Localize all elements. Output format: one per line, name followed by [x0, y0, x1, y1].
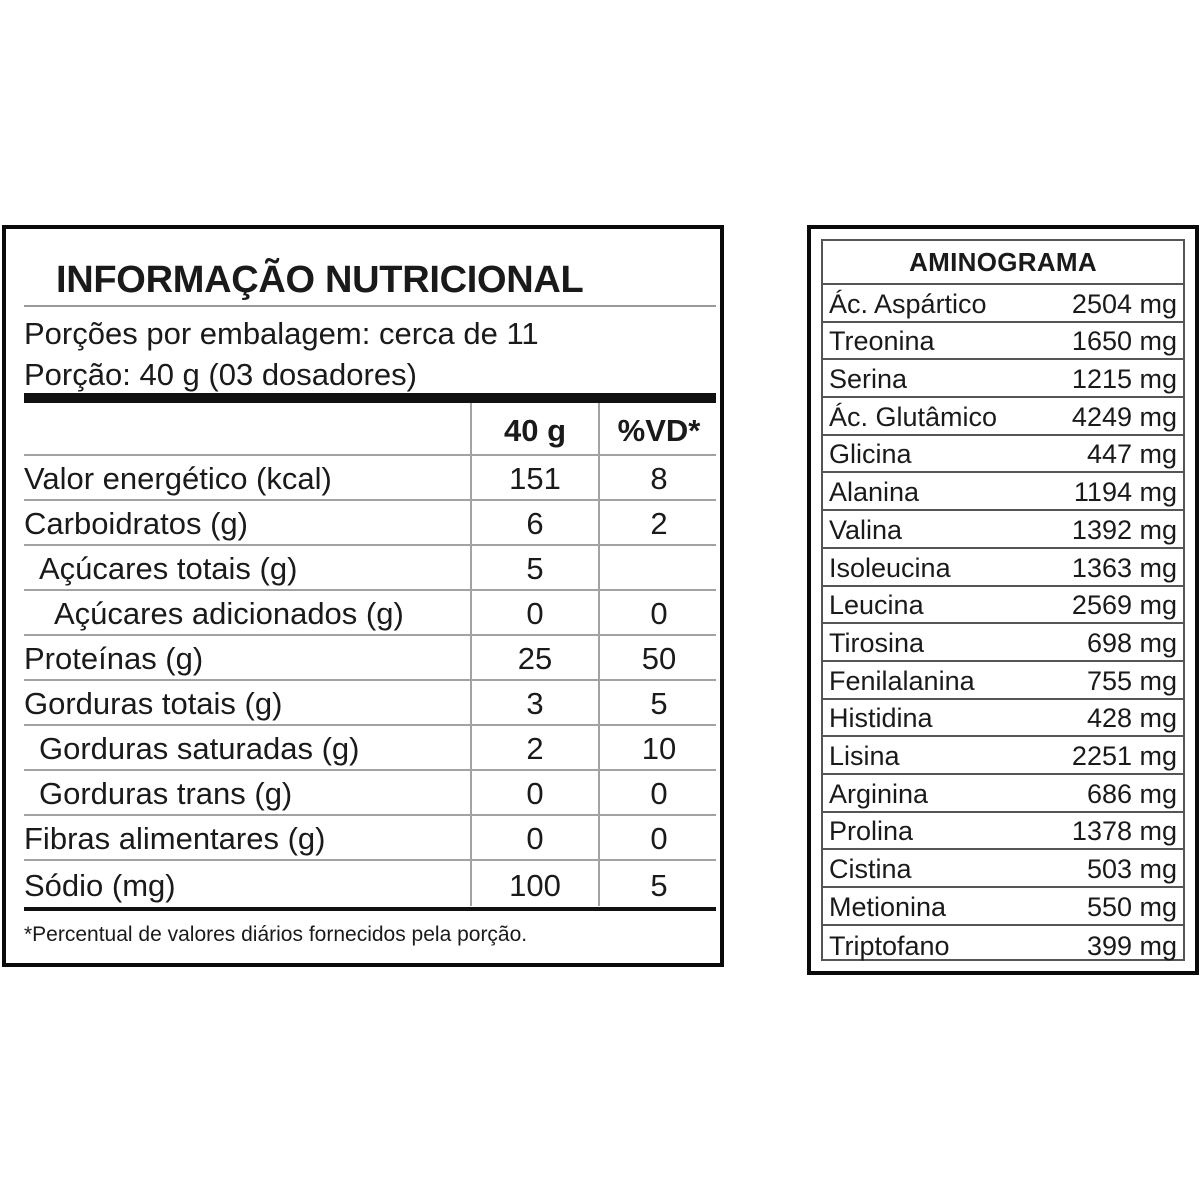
nutrient-vd	[598, 546, 718, 589]
nutrient-name: Gorduras trans (g)	[39, 776, 293, 811]
nutrient-qty: 100	[470, 861, 598, 906]
header-name	[24, 403, 468, 454]
amino-value: 399 mg	[1086, 931, 1177, 962]
amino-value: 2569 mg	[1071, 590, 1177, 621]
amino-value: 698 mg	[1086, 627, 1177, 658]
amino-value: 1392 mg	[1071, 514, 1177, 545]
nutrition-table-header	[24, 403, 716, 456]
header-vd: %VD*	[598, 403, 718, 454]
amino-value: 428 mg	[1086, 703, 1177, 734]
amino-value: 686 mg	[1086, 778, 1177, 809]
list-item	[823, 775, 1183, 813]
table-row	[24, 546, 716, 591]
amino-name: Triptofano	[829, 931, 950, 962]
nutrient-name: Carboidratos (g)	[24, 506, 248, 541]
amino-value: 550 mg	[1086, 891, 1177, 922]
amino-value: 1194 mg	[1073, 477, 1177, 508]
nutrient-qty: 0	[470, 591, 598, 634]
nutrient-qty: 25	[470, 636, 598, 679]
list-item	[823, 398, 1183, 436]
table-row	[24, 501, 716, 546]
nutrient-qty: 0	[470, 816, 598, 859]
amino-value: 2251 mg	[1071, 740, 1177, 771]
amino-name: Leucina	[829, 590, 924, 621]
list-item	[823, 360, 1183, 398]
title-divider	[24, 305, 716, 307]
list-item	[823, 587, 1183, 625]
nutrient-qty: 2	[470, 726, 598, 769]
amino-name: Ác. Aspártico	[829, 288, 987, 319]
nutrient-name: Sódio (mg)	[24, 868, 176, 903]
nutrient-vd: 0	[598, 591, 718, 634]
amino-name: Treonina	[829, 326, 935, 357]
amino-name: Metionina	[829, 891, 947, 922]
table-row	[24, 636, 716, 681]
nutrient-vd: 50	[598, 636, 718, 679]
table-row	[24, 816, 716, 861]
table-row	[24, 771, 716, 816]
amino-name: Arginina	[829, 778, 929, 809]
amino-name: Glicina	[829, 439, 912, 470]
amino-name: Histidina	[829, 703, 933, 734]
nutrient-vd: 0	[598, 771, 718, 814]
table-row	[24, 681, 716, 726]
list-item	[823, 662, 1183, 700]
amino-name: Isoleucina	[829, 552, 951, 583]
header-qty: 40 g	[470, 403, 598, 454]
table-row	[24, 861, 716, 906]
amino-value: 1215 mg	[1071, 364, 1177, 395]
table-row	[24, 591, 716, 636]
list-item	[823, 511, 1183, 549]
amino-name: Ác. Glutâmico	[829, 401, 998, 432]
table-row	[24, 726, 716, 771]
nutrition-facts-panel	[2, 225, 724, 967]
list-item	[823, 737, 1183, 775]
list-item	[823, 323, 1183, 361]
list-item	[823, 436, 1183, 474]
nutrient-qty: 0	[470, 771, 598, 814]
list-item	[823, 926, 1183, 964]
nutrient-name: Açúcares totais (g)	[39, 551, 298, 586]
aminogram-table	[821, 239, 1185, 961]
amino-value: 1363 mg	[1071, 552, 1177, 583]
aminogram-title: AMINOGRAMA	[823, 241, 1183, 285]
nutrient-name: Valor energético (kcal)	[24, 461, 332, 496]
nutrient-qty: 6	[470, 501, 598, 544]
nutrition-title: INFORMAÇÃO NUTRICIONAL	[56, 259, 584, 301]
list-item	[823, 549, 1183, 587]
nutrient-qty: 151	[470, 456, 598, 499]
list-item	[823, 813, 1183, 851]
nutrient-name: Gorduras totais (g)	[24, 686, 283, 721]
amino-name: Prolina	[829, 816, 914, 847]
amino-value: 2504 mg	[1071, 288, 1177, 319]
amino-name: Valina	[829, 514, 903, 545]
amino-value: 755 mg	[1086, 665, 1177, 696]
nutrient-name: Fibras alimentares (g)	[24, 821, 326, 856]
nutrient-qty: 5	[470, 546, 598, 589]
amino-value: 447 mg	[1086, 439, 1177, 470]
nutrient-vd: 5	[598, 681, 718, 724]
amino-name: Cistina	[829, 854, 912, 884]
list-item	[823, 285, 1183, 323]
bottom-divider	[24, 907, 716, 911]
list-item	[823, 700, 1183, 738]
thick-divider	[24, 393, 716, 403]
nutrient-vd: 5	[598, 861, 718, 906]
aminogram-panel	[807, 225, 1199, 975]
amino-name: Serina	[829, 364, 908, 395]
nutrient-vd: 10	[598, 726, 718, 769]
amino-value: 1650 mg	[1071, 326, 1177, 357]
amino-name: Lisina	[829, 740, 900, 771]
nutrient-vd: 2	[598, 501, 718, 544]
nutrient-qty: 3	[470, 681, 598, 724]
list-item	[823, 473, 1183, 511]
amino-value: 1378 mg	[1071, 816, 1177, 847]
list-item	[823, 624, 1183, 662]
serving-size: Porção: 40 g (03 dosadores)	[24, 357, 417, 392]
nutrition-table	[24, 403, 716, 906]
list-item	[823, 888, 1183, 926]
amino-name: Alanina	[829, 477, 920, 508]
footnote: *Percentual de valores diários fornecidos pela porção.	[24, 923, 528, 946]
nutrient-vd: 0	[598, 816, 718, 859]
servings-per-package: Porções por embalagem: cerca de 11	[24, 316, 539, 351]
table-row	[24, 456, 716, 501]
amino-value: 4249 mg	[1071, 401, 1177, 432]
nutrient-name: Açúcares adicionados (g)	[54, 596, 404, 631]
nutrient-vd: 8	[598, 456, 718, 499]
nutrient-name: Gorduras saturadas (g)	[39, 731, 360, 766]
amino-value: 503 mg	[1086, 854, 1177, 884]
nutrient-name: Proteínas (g)	[24, 641, 204, 676]
amino-name: Fenilalanina	[829, 665, 975, 696]
list-item	[823, 850, 1183, 888]
amino-name: Tirosina	[829, 627, 925, 658]
